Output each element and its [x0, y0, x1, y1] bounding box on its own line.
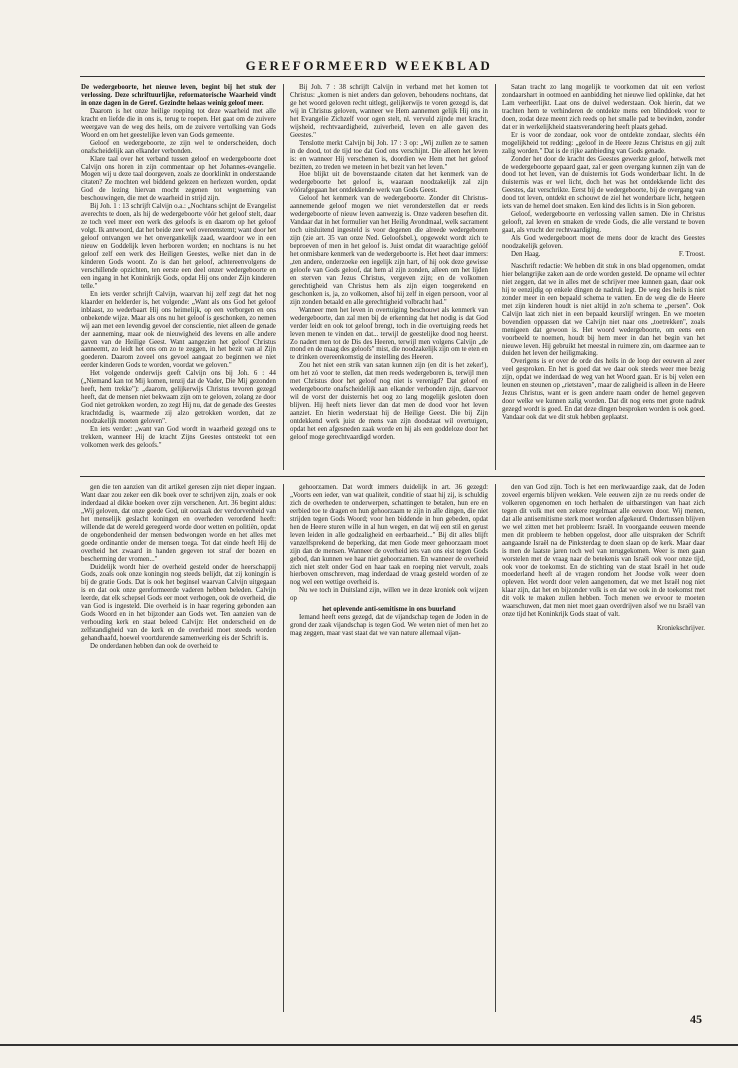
paragraph: gen die ten aanzien van dit artikel geresen zijn niet dieper ingaan. Want daar zou zeker een dik boek over te schrijven zijn, zoals er ook inderdaad al dikke boeken over zijn verschenen. Art. 36 begint aldus: „Wij geloven, dat onze goede God, uit oorzaak der verdorvenheid van het menselijk geslacht koningen en overheden verordend heeft: willende dat de wereld geregeerd worde door wetten en politiën, opdat de ongebondenheid der mensen bedwongen worde en het alles met goede ordinantie onder de mensen toega. Tot dat einde heeft Hij de overheid het zwaard in handen gegeven tot straf der bozen en bescherming der vromen..." — [81, 484, 276, 563]
paragraph: Tenslotte merkt Calvijn bij Joh. 17 : 3 op: „Wij zullen ze te samen in de dood, tot de tijd toe dat God ons verschijnt. Die alleen het leven is: en wanneer Hij verschenen is, doordien we Hem met het geloof bezitten, zo treden we meteen in het bezit van het leven." — [290, 139, 488, 171]
paragraph: Overigens is er over de orde des heils in de loop der eeuwen al zeer veel gesproken. En het is goed dat we daar ook steeds weer mee bezig zijn, opdat we inderdaad de weg van het Woord gaan. Er is bij velen een leunen en steunen op „rietstaven", maar de zaligheid is alleen in de Heere Jezus Christus, want er is geen andere naam onder de hemel gegeven door welke we kunnen zalig worden. Dat dit nog eens met grote nadruk gezegd wordt is goed. En dat deze dingen besproken worden is ook goed. Vandaar ook dat we dit stuk hebben geplaatst. — [502, 358, 705, 422]
paragraph: Zou het niet een strik van satan kunnen zijn (en dit is het zeker!), om het zó voor te stellen, dat men reeds wedergeboren is, terwijl men met Christus door het geloof nog niet is verenigd? Dat geloof en wedergeboorte onafscheidelijk aan elkander verbonden zijn, daarvoor wil de vorst der duisternis het oog zo lang mogelijk gesloten doen blijven. Hij heeft niets liever dan dat men de dood voor het leven aanziet. En hierin wederstaat hij de Heilige Geest. Die bij Zijn ontdekkend werk juist de mens van zijn doodstaat wil overtuigen, opdat het een afgesneden zaak worde en hij als een goddeloze door het geloof moge gerechtvaardigd worden. — [290, 362, 488, 441]
paragraph: Geloof, wedergeboorte en verlossing vallen samen. Die in Christus gelooft, zal leven en smaken de vrede Gods, die alle verstand te boven gaat, als vrucht der rechtvaardiging. — [502, 211, 705, 235]
paragraph: Iemand heeft eens gezegd, dat de vijandschap tegen de Joden in de grond der zaak vijandschap is tegen God. We weten niet of men het zo mag zeggen, maar vast staat dat we van nature allemaal vijan- — [290, 614, 488, 638]
bottom-column-2 — [290, 484, 488, 1012]
signoff-place: Den Haag. — [511, 251, 541, 259]
paragraph: Nu we toch in Duitsland zijn, willen we in deze kroniek ook wijzen op — [290, 587, 488, 603]
paragraph: En iets verder schrijft Calvijn, waarvan hij zelf zegt dat het nog klaarder en helderder is, het volgende: „Want als ons God het geloof inblaast, zo wederbaart Hij ons heimelijk, op een verborgen en ons onbekende wijze. Maar als ons nu het geloof is geschonken, zo nemen wij aan met een levendig gevoel der conscientie, niet alleen de genade der aanneming, maar ook de nieuwigheid des levens en alle andere gaven van de Heilige Geest. Want aangezien het geloof Christus aanneemt, zo leidt het ons om zo te zeggen, in het bezit van al Zijn goederen. Daarom zoveel ons gevoel aangaat zo beginnen we niet eerder kinderen Gods te worden, voordat we geloven." — [81, 290, 276, 370]
paragraph: Er is voor de zondaar, ook voor de ontdekte zondaar, slechts één mogelijkheid tot redding: „geloof in de Heere Jezus Christus en gij zult zalig worden." Dat is de rijke aanbieding van Gods genade. — [502, 131, 705, 155]
chronicle-signoff: Kroniekschrijver. — [656, 625, 705, 633]
paragraph: Hoe blijkt uit de bovenstaande citaten dat het kenmerk van de wedergeboorte het geloof is, waaraan noodzakelijk zal zijn vóórafgegaan het ontdekkende werk van Gods Geest. — [290, 171, 488, 195]
top-column-1 — [81, 84, 276, 470]
paragraph: Geloof het kenmerk van de wedergeboorte. Zonder dit Christus-aannemende geloof mogen we niet veronderstellen dat er reeds wedergeboorte of nieuw leven aanwezig is. Onze vaderen beseften dit. Vandaar dat in het formulier van het Heilig Avondmaal, welk sacrament toch uitsluitend ingesteld is voor degenen die alreede wedergeboren zijn (zie art. 35 van onze Ned. Geloofsbel.), opgewekt wordt zich te beproeven of men in het geloof is. Juist omdat dit waarachtige gelóóf het onmisbare kenmerk van de wedergeboorte is. Het heet daar immers: „ten andere, onderzoeke een iegelijk zijn hart, of hij ook deze gewisse geloofe van Gods geloof, dat hem al zijn zonden, alleen om het lijden en sterven van Jezus Christus, vergeven zijn; en de volkomen gerechtigheid van Christus hem als zijn eigen toegerekend en geschonken is, ja, zo volkomen, alsof hij zelf in eigen persoon, voor al zijn zonden betaald en alle gerechtigheid volbracht had." — [290, 195, 488, 306]
paragraph: Bij Joh. 1 : 13 schrijft Calvijn o.a.: „Nochtans schijnt de Evangelist averechts te doen, als hij de wedergeboorte vóór het geloof stelt, daar ze toch veel meer een werk des geloofs is en daarom op het geloof volgt. Ik antwoord, dat het beide zeer wel overeenstemt; want door het geloof ontvangen we het onvergankelijk zaad, waardoor we in een nieuw en Goddelijk leven herboren worden; en nochtans is nu het geloof zelf een werk des Heiligen Geestes, welke niet dan in de kinderen Gods woont. Zo is dan het geloof, achtereenvolgens de verschillende opzichten, ten eerste een deel onzer wedergeboorte en een ingang in het Koninkrijk Gods, opdat Hij ons onder Zijn kinderen telle." — [81, 203, 276, 290]
paragraph: Duidelijk wordt hier de overheid gesteld onder de heerschappij Gods, zoals ook onze koningin nog steeds belijdt, dat zij koningin is bij de gratie Gods. Dat is ook het beginsel waarvan Calvijn uitgegaan is en dat ook onze gereformeerde vaderen hebben beleden. Calvijn leerde, dat elk schepsel Gods eer moet verhogen, ook de overheid, die van God is ingesteld. Die overheid is in haar regering gebonden aan Gods Woord en in het bijzonder aan Gods wet. Ten aanzien van de verhouding kerk en staat beleed Calvijn: Het onderscheid en de zelfstandigheid van de kerk en de overheid moet steeds worden gehandhaafd, hoewel voortdurende samenwerking eis der Schrift is. — [81, 563, 276, 643]
paragraph: De wedergeboorte, het nieuwe leven, begint bij het stuk der verlossing. Deze schriftuurlijke, reformatorische Waarheid vindt in onze dagen in de Geref. Gezindte helaas weinig geloof meer. — [81, 84, 276, 107]
paragraph: Zonder het door de kracht des Geestes gewerkte geloof, hetwelk met de wedergeboorte gepaard gaat, zal er geen overgang kunnen zijn van de dood tot het leven, van de duisternis tot Gods wonderbaar licht. In de duisternis was er wel licht, doch het was het ontdekkende licht des Geestes, dat verschrikte. Eerst bij de wedergeboorte, bij de overgang van dood tot leven, ontdekt en schouwt de ziel het wonderbare licht, hetgeen iets van de hemel doet smaken. Een kind des lichts is in Sion geboren. — [502, 155, 705, 211]
paragraph: Als God wedergeboort moet de mens door de kracht des Geestes noodzakelijk geloven. — [502, 235, 705, 251]
column-divider — [283, 84, 284, 470]
signoff — [502, 251, 705, 259]
bottom-column-1 — [81, 484, 276, 1012]
paragraph: Wanneer men het leven in overtuiging beschouwt als kenmerk van wedergeboorte, dan zal men bij de erkenning dat het nodig is dat God verder leidt en ook tot geloof brengt, toch in die overtuiging reeds het leven menen te vinden en dat... terwijl de geestelijke dood nog heerst. Zo nadert men tot de Dis des Heeren, terwijl men volgens Calvijn „de mond en de maag des geloofs" mist, die noodzakelijk zijn om te eten en te drinken overeenkomstig de instelling des Heeren. — [290, 306, 488, 362]
header-rule — [80, 76, 705, 77]
paragraph: Klare taal over het verband tussen geloof en wedergeboorte doet Calvijn ons horen in zijn commentaar op het Johannes-evangelie. Mogen wij u deze taal doorgeven, zoals ze doorklinkt in onderstaande citaten? Ze mochten wel biddend gelezen en herlezen worden, opdat God de lezing hiervan mocht zegenen tot wegneming van beschouwingen, die met de waarheid in strijd zijn. — [81, 155, 276, 203]
paragraph: En iets verder: „want van God wordt in waarheid gezegd ons te trekken, wanneer Hij de kracht Zijns Geestes ontsteekt tot een volkomen werk des geloofs." — [81, 425, 276, 449]
paragraph: Naschrift redactie: We hebben dit stuk in ons blad opgenomen, omdat hier belangrijke zaken aan de orde worden gesteld. De opname wil echter niet zeggen, dat we in alles met de schrijver mee kunnen gaan, daar ook hij te eenzijdig op enkele dingen de nadruk legt. De weg des heils is niet zonder meer in een bepaald schema te vatten. En de weg die de Heere met zijn kinderen houdt is niet altijd in zo'n schema te „persen". Ook Calvijn laat zich niet in een bepaald keurslijf wringen. En we moeten bovendien oppassen dat we Calvijn niet naar ons „toetrekken", zoals menigeen dat gewoon is. Het woord wedergeboorte, om eens een voorbeeld te noemen, houdt bij hem meer in dan het begin van het nieuwe leven. Hij gebruikt het meestal in ruimere zin, om daarmee aan te duiden het leven der heiligmaking. — [502, 262, 705, 358]
paragraph: Geloof en wedergeboorte, ze zijn wel te onderscheiden, doch onafscheidelijk aan elkander verbonden. — [81, 139, 276, 155]
footer-rule — [0, 1044, 738, 1046]
paragraph: gehoorzamen. Dat wordt immers duidelijk in art. 36 gezegd: „Voorts een ieder, van wat qualiteit, conditie of staat hij zij, is schuldig zich de overheden te onderwerpen, schattingen te betalen, hun ere en eerbied toe te dragen en hun gehoorzaam te zijn in alle dingen, die niet strijden tegen Gods Woord; voor hen biddende in hun gebeden, opdat hen de Heere sturen wille in al hun wegen, en dat wij een stil en gerust leven leiden in alle godzaligheid en eerbaarheid..." Bij dit alles blijft vanzelfsprekend de beperking, dat men Gode meer gehoorzaam moet zijn dan de mensen. Wanneer de overheid iets van ons eist tegen Gods gebod, dan kunnen we haar niet gehoorzamen. En wanneer de overheid zich niet stelt onder God en haar taak en roeping niet vervult, zoals hierboven omschreven, mag inderdaad de vraag gesteld worden of ze nog wel een wettige overheid is. — [290, 484, 488, 587]
top-column-3 — [502, 84, 705, 470]
paragraph: Satan tracht zo lang mogelijk te voorkomen dat uit een verlost zondaarshart in ootmoed en aanbidding het nieuwe lied opklinke, dat het Lam verheerlijkt. Laat ons de duivel wederstaan. Ook hierin, dat we trachten hem te verhinderen de ontdekte mens een blinddoek voor te doen, zodat deze meent zich reeds op het smalle pad te bevinden, zonder dat er in werkelijkheid staatsverandering heeft plaats gehad. — [502, 84, 705, 131]
paragraph: De onderdanen hebben dan ook de overheid te — [90, 643, 219, 651]
column-divider — [495, 84, 496, 470]
bottom-column-3 — [502, 484, 705, 1012]
column-divider — [283, 484, 284, 1012]
paragraph: Het volgende onderwijs geeft Calvijn ons bij Joh. 6 : 44 („Niemand kan tot Mij komen, tenzij dat de Vader, Die Mij gezonden heeft, hem trekke"): „daarom, gelijkerwijs Christus tevoren gezegd heeft, dat de mensen niet bekwaam zijn om te geloven, zolang ze door God niet getrokken worden, zo zegt Hij nu, dat de genade des Geestes krachtdadig is, waarmede zij alzo getrokken worden, dat ze noodzakelijk moeten geloven". — [81, 370, 276, 426]
paragraph: den van God zijn. Toch is het een merkwaardige zaak, dat de Joden zoveel ergernis blijven wekken. Vele eeuwen zijn ze nu reeds onder de volkeren opgenomen en toch herhalen de uitbarstingen van haat zich tegen dit volk met een zekere regelmaat alle eeuwen door. Wij menen, dat alle antisemitisme sterk moet worden afgekeurd. Ondertussen blijven we wel zitten met het probleem: Israël. In voorgaande eeuwen meende men dit probleem te hebben opgelost, door alle uitspraken der Schrift aangaande Israël na de Pinksterdag te doen slaan op de kerk. Maar daar is men de laatste jaren toch wel van teruggekomen. Weer is men gaan worstelen met de vraag naar de betekenis van Israël ook voor onze tijd, ook voor de toekomst. En de stichting van de staat Israël in het oude moederland heeft al de vragen rondom het Joodse volk weer doen opleven. Het wordt door velen aangenomen, dat we met Israël nog niet klaar zijn, dat het en bijzonder volk is en dat we ook in de toekomst met dit volk te maken zullen hebben. Toch menen we ervoor te moeten waarschuwen, dat men niet moet gaan overdrijven alsof we nu Israël van onze tijd het Koninkrijk Gods staat of valt. — [502, 484, 705, 619]
section-rule — [80, 476, 705, 477]
top-column-2 — [290, 84, 488, 470]
page-number: 45 — [690, 1012, 702, 1026]
signoff-author: F. Troost. — [678, 251, 705, 259]
masthead: GEREFORMEERD WEEKBLAD — [245, 58, 493, 73]
paragraph: Bij Joh. 7 : 38 schrijft Calvijn in verband met het komen tot Christus: „komen is niet anders dan geloven, behoudens nochtans, dat ge het woord geloven recht uitlegt, gelijkerwijs te voren gezegd is, dat wij in Christus geloven, wanneer we Hem aannemen gelijk Hij ons in het Evangelie Zichzelf voor ogen stelt, nl. vervuld zijnde met kracht, wijsheid, rechtvaardigheid, zuiverheid, leven en alle gaven des Geestes." — [290, 84, 488, 139]
paragraph: Daarom is het onze heilige roeping tot deze waarheid met alle kracht en liefde die in ons is, terug te roepen. Het gaat om de zuivere weergave van de weg des heils, om de zuivere vertolking van Gods Woord en om het geestelijke leven van Gods gemeente. — [81, 107, 276, 139]
subheading: het oplevende anti-semitisme in ons buurland — [322, 606, 456, 614]
column-divider — [495, 484, 496, 1012]
